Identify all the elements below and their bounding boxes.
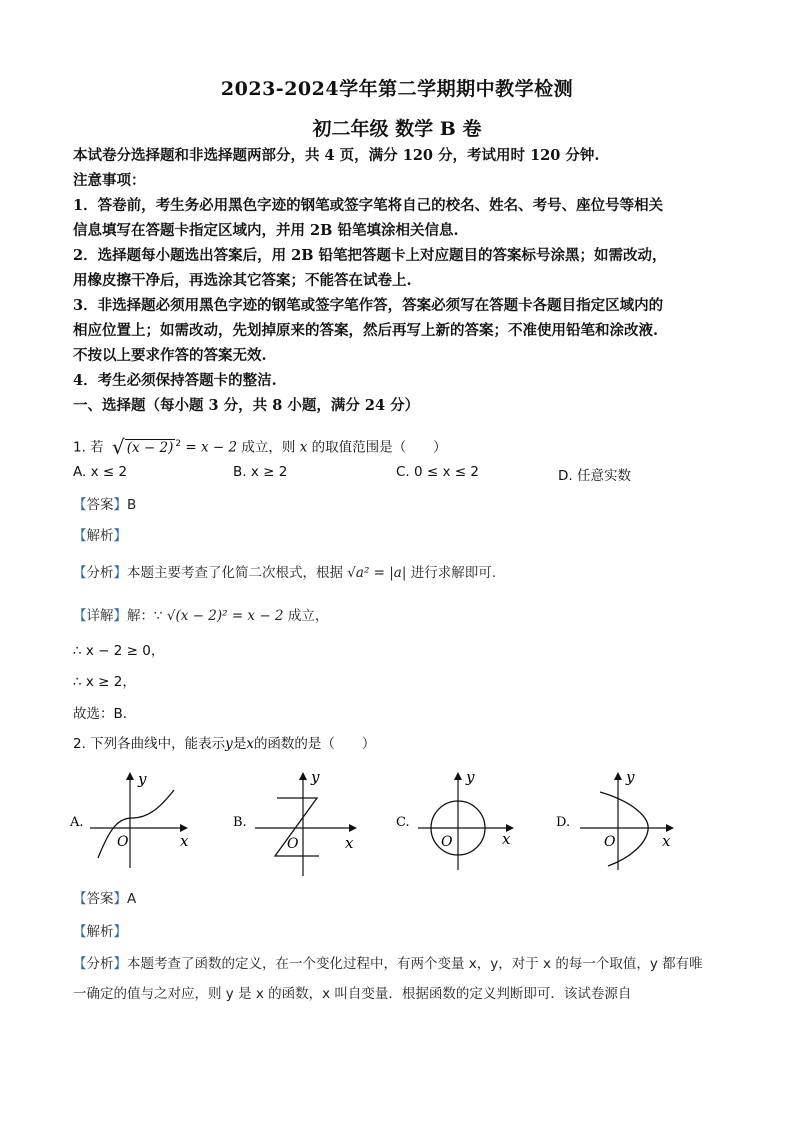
note-4: 4．考生必须保持答题卡的整洁. [73,372,277,389]
notes-heading: 注意事项： [73,172,146,189]
note-2b: 用橡皮擦干净后，再选涂其它答案；不能答在试卷上. [73,272,412,289]
y-axis-arrow [299,772,307,780]
note-3b: 相应位置上；如需改动，先划掉原来的答案，然后再写上新的答案；不准使用铅笔和涂改液. [73,322,659,339]
graph-a-label: A. [70,815,84,830]
q1-stem: 1. 若 √ (x − 2) $^2$ = x − 2 成立，则 x 的取值范围是（ ） [73,434,447,459]
q2-graph-d [556,768,686,873]
x-label: x [502,830,511,848]
graph-c-label: C. [396,815,410,830]
q2-fenxi: 【分析】本题考查了函数的定义，在一个变化过程中，有两个变量 x，y，对于 x 的每一个取值，y 都有唯 [73,956,703,972]
y-axis-arrow [614,772,622,780]
x-label: x [662,832,671,850]
y-label: y [138,770,147,788]
note-1a: 1．答卷前，考生务必用黑色字迹的钢笔或签字笔将自己的校名、姓名、考号、座位号等相关 [73,197,664,214]
y-label: y [626,768,635,786]
q2-graph-a [70,768,200,873]
x-label: x [345,834,354,852]
intro-line: 本试卷分选择题和非选择题两部分，共 4 页，满分 120 分，考试用时 120 分钟. [73,147,600,164]
q1-option-a: A. x ≤ 2 [73,464,128,480]
section-heading: 一、选择题（每小题 3 分，共 8 小题，满分 24 分） [73,397,420,414]
note-2a: 2．选择题每小题选出答案后，用 2B 铅笔把答题卡上对应题目的答案标号涂黑；如需改动， [73,247,667,264]
origin-label: O [287,836,299,852]
q1-option-b: B. x ≥ 2 [233,464,288,480]
note-3c: 不按以上要求作答的答案无效. [73,347,267,364]
curve [98,790,174,858]
q1-xiangjie: 【详解】解：∵ √(x − 2)² = x − 2 成立， [73,608,329,624]
note-1b: 信息填写在答题卡指定区域内，并用 2B 铅笔填涂相关信息. [73,222,459,239]
origin-label: O [117,834,129,850]
y-label: y [466,768,475,786]
exam-title: 2023-2024学年第二学期期中教学检测 [220,78,574,100]
q1-answer: 【答案】B [73,497,137,513]
q2-graph-b [233,768,363,880]
y-axis-arrow [454,772,462,780]
q2-stem: 2. 下列各曲线中，能表示y是x的函数的是（ ） [73,736,376,752]
q2-fenxi-cont: 一确定的值与之对应，则 y 是 x 的函数，x 叫自变量．根据函数的定义判断即可．该试卷源自 [73,986,632,1002]
origin-label: O [604,834,616,850]
x-axis-arrow [666,824,674,832]
q1-option-c: C. 0 ≤ x ≤ 2 [396,464,479,480]
q1-number: 1. 若 [73,439,104,456]
note-3a: 3．非选择题必须用黑色字迹的钢笔或签字笔作答，答案必须写在答题卡各题目指定区域内的 [73,297,664,314]
exam-subtitle: 初二年级 数学 B 卷 [312,118,482,140]
q2-graph-c [396,768,526,873]
parabola-curve [600,792,648,866]
q1-jiexi: 【解析】 [73,528,127,544]
y-label: y [311,768,320,786]
q1-step-3: 故选：B． [73,706,137,722]
q2-answer: 【答案】A [73,891,137,907]
graph-d-label: D. [556,815,571,830]
graph-b-label: B. [233,815,247,830]
y-axis-arrow [126,772,134,780]
x-axis-arrow [349,824,357,832]
q1-option-d: D. 任意实数 [558,468,631,484]
q1-fenxi: 【分析】本题主要考查了化简二次根式，根据 √a² = |a| 进行求解即可. [73,565,496,581]
origin-label: O [441,834,453,850]
x-label: x [180,832,189,850]
x-axis-arrow [180,824,188,832]
q1-step-2: ∴ x ≥ 2， [73,674,136,690]
q2-jiexi: 【解析】 [73,924,127,940]
q1-step-1: ∴ x − 2 ≥ 0， [73,643,165,659]
q1-formula: √ (x − 2) $^2$ = x − 2 [111,434,238,459]
